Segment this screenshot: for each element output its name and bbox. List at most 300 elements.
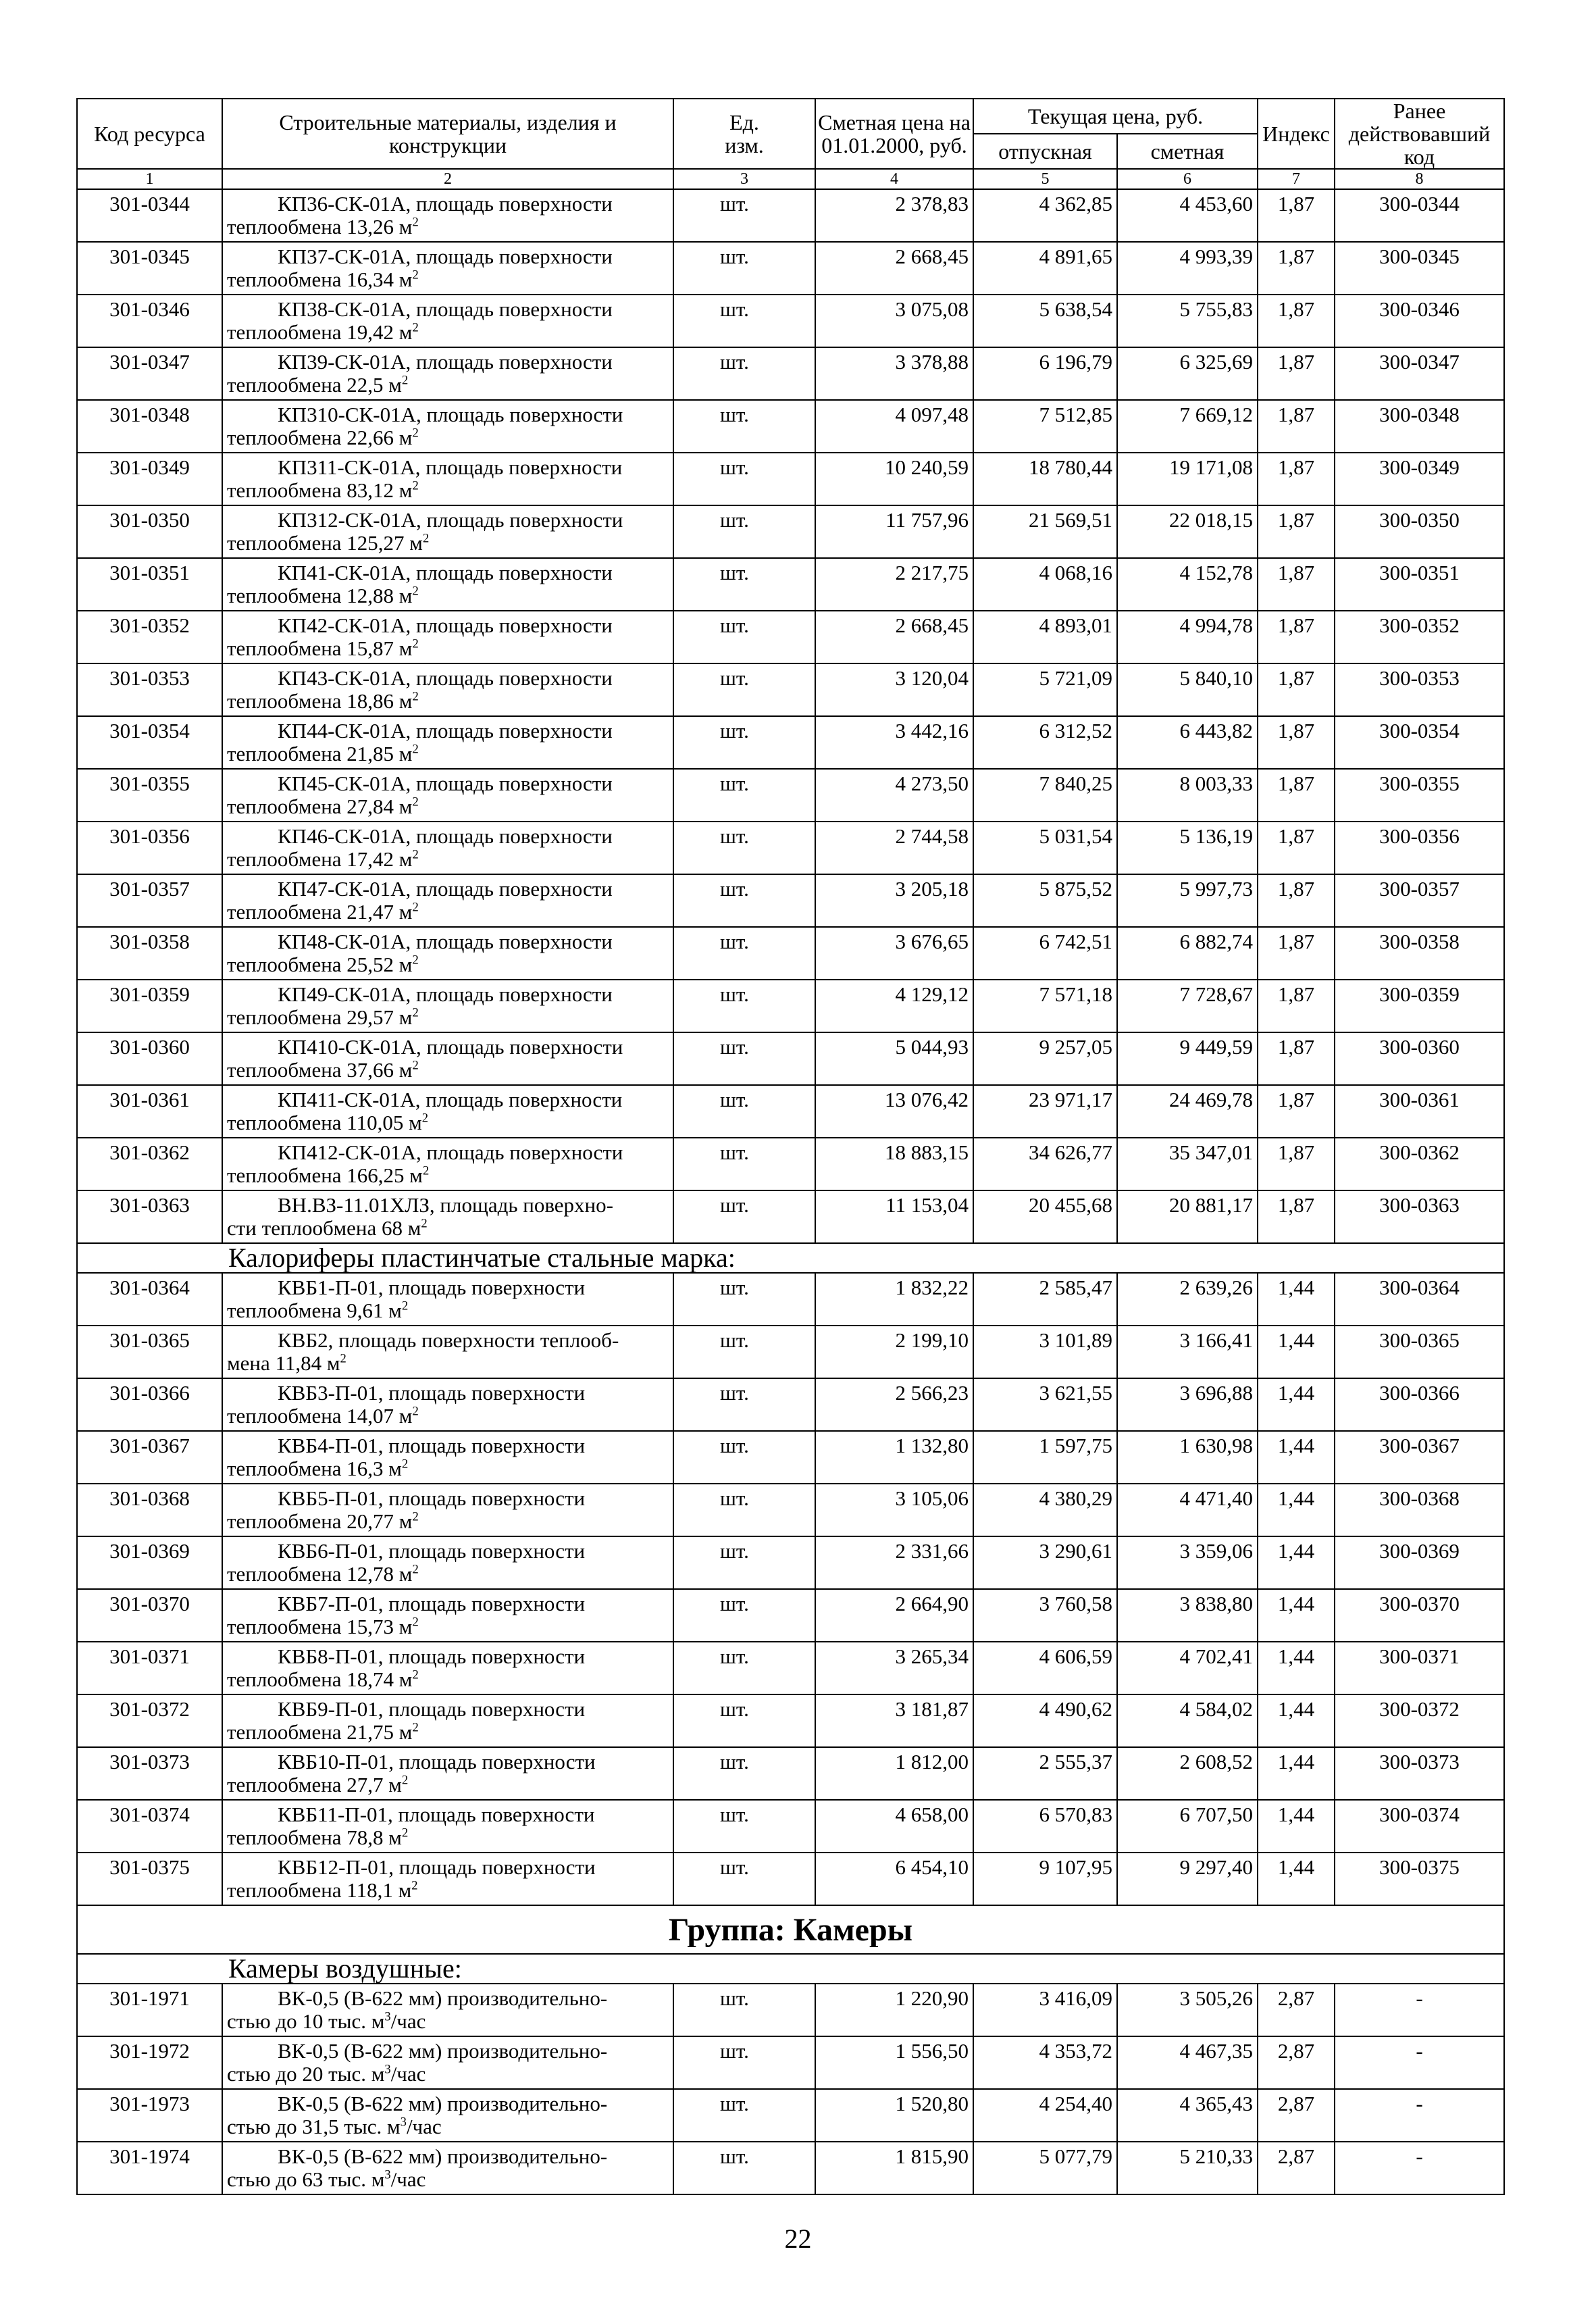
release-price: 3 416,09	[973, 1984, 1117, 2036]
material-name-line2	[227, 1879, 673, 1902]
unit-exponent: 3	[400, 2115, 407, 2130]
colnum-6: 6	[1117, 169, 1258, 189]
material-name-line2-tail: /час	[390, 2009, 426, 2033]
material-name	[222, 1326, 673, 1378]
previous-code: 300-0353	[1335, 663, 1504, 716]
release-price: 1 597,75	[973, 1431, 1117, 1484]
chamber-rows-group	[77, 1984, 1504, 2194]
colnum-3: 3	[673, 169, 815, 189]
material-name	[222, 1484, 673, 1536]
material-name	[222, 822, 673, 874]
release-price: 9 107,95	[973, 1853, 1117, 1905]
material-name-line1: КП44-СК-01А, площадь поверхности	[278, 719, 613, 743]
unit-exponent: 2	[412, 1562, 419, 1577]
unit-exponent: 2	[412, 1509, 419, 1524]
price-index: 1,87	[1258, 769, 1335, 822]
colnum-4: 4	[815, 169, 973, 189]
unit: шт.	[673, 1747, 815, 1800]
table-row	[77, 1273, 1504, 1326]
material-name-line2	[227, 321, 673, 344]
previous-code: 300-0355	[1335, 769, 1504, 822]
material-name	[222, 1747, 673, 1800]
material-name-line2	[227, 2010, 673, 2033]
estimate-price: 5 755,83	[1117, 295, 1258, 347]
previous-code: 300-0359	[1335, 980, 1504, 1032]
base-price: 18 883,15	[815, 1138, 973, 1190]
unit: шт.	[673, 716, 815, 769]
release-price: 4 362,85	[973, 189, 1117, 242]
price-index: 1,87	[1258, 453, 1335, 505]
estimate-price: 4 152,78	[1117, 558, 1258, 611]
unit: шт.	[673, 453, 815, 505]
material-name	[222, 1032, 673, 1085]
table-row	[77, 453, 1504, 505]
material-name	[222, 1138, 673, 1190]
material-name	[222, 980, 673, 1032]
release-price: 4 068,16	[973, 558, 1117, 611]
base-price: 3 205,18	[815, 874, 973, 927]
price-index: 1,44	[1258, 1747, 1335, 1800]
base-price: 4 097,48	[815, 400, 973, 453]
base-price: 11 757,96	[815, 505, 973, 558]
material-name	[222, 927, 673, 980]
unit-exponent: 2	[412, 1615, 419, 1630]
release-price: 5 638,54	[973, 295, 1117, 347]
material-name-line2	[227, 1721, 673, 1744]
base-price: 4 129,12	[815, 980, 973, 1032]
material-name-line1: КП312-СК-01А, площадь поверхности	[278, 508, 623, 532]
unit-exponent: 2	[412, 900, 419, 915]
estimate-price: 9 449,59	[1117, 1032, 1258, 1085]
estimate-price: 4 584,02	[1117, 1694, 1258, 1747]
price-index: 1,44	[1258, 1800, 1335, 1853]
estimate-price: 22 018,15	[1117, 505, 1258, 558]
price-index: 1,87	[1258, 663, 1335, 716]
price-index: 1,44	[1258, 1853, 1335, 1905]
price-index: 1,87	[1258, 927, 1335, 980]
previous-code: 300-0352	[1335, 611, 1504, 663]
resource-code: 301-0355	[77, 769, 222, 822]
heater-rows-group	[77, 189, 1504, 1243]
material-name-line2	[227, 1217, 673, 1240]
unit: шт.	[673, 189, 815, 242]
material-name-line1: ВК-0,5 (В-622 мм) производительно-	[278, 2092, 608, 2115]
material-name-line2	[227, 795, 673, 818]
estimate-price: 5 136,19	[1117, 822, 1258, 874]
material-name-line2	[227, 1352, 673, 1375]
resource-code: 301-0345	[77, 242, 222, 295]
previous-code: 300-0351	[1335, 558, 1504, 611]
unit-exponent: 3	[384, 2009, 391, 2024]
resource-code: 301-0368	[77, 1484, 222, 1536]
material-name-line1: КП48-СК-01А, площадь поверхности	[278, 930, 613, 953]
table-row	[77, 980, 1504, 1032]
resource-code: 301-0366	[77, 1378, 222, 1431]
resource-code: 301-0358	[77, 927, 222, 980]
base-price: 2 664,90	[815, 1589, 973, 1642]
release-price: 21 569,51	[973, 505, 1117, 558]
material-name-line2-text: теплообмена 110,05 м	[227, 1111, 422, 1134]
price-index: 1,87	[1258, 980, 1335, 1032]
colnum-5: 5	[973, 169, 1117, 189]
colnum-1: 1	[77, 169, 222, 189]
release-price: 5 031,54	[973, 822, 1117, 874]
estimate-price: 4 993,39	[1117, 242, 1258, 295]
previous-code: 300-0363	[1335, 1190, 1504, 1243]
previous-code: 300-0367	[1335, 1431, 1504, 1484]
release-price: 7 840,25	[973, 769, 1117, 822]
unit: шт.	[673, 242, 815, 295]
material-name-line2	[227, 690, 673, 713]
material-name-line2-text: теплообмена 78,8 м	[227, 1826, 402, 1849]
material-name-line2-text: теплообмена 12,88 м	[227, 584, 413, 607]
price-index: 1,44	[1258, 1431, 1335, 1484]
material-name-line2-text: теплообмена 22,5 м	[227, 373, 402, 397]
previous-code: 300-0348	[1335, 400, 1504, 453]
material-name-line1: КВБ8-П-01, площадь поверхности	[278, 1644, 586, 1668]
unit-exponent: 2	[412, 584, 419, 599]
material-name-line1: КП42-СК-01А, площадь поверхности	[278, 613, 613, 637]
previous-code: 300-0347	[1335, 347, 1504, 400]
section-heaters-title: Калориферы пластинчатые стальные марка:	[77, 1243, 1504, 1273]
material-name	[222, 2089, 673, 2142]
material-name-line2	[227, 1111, 673, 1134]
unit: шт.	[673, 1984, 815, 2036]
unit-exponent: 2	[412, 689, 419, 704]
base-price: 3 442,16	[815, 716, 973, 769]
unit-exponent: 2	[401, 373, 409, 388]
estimate-price: 6 707,50	[1117, 1800, 1258, 1853]
material-name-line2	[227, 1405, 673, 1428]
material-name-line2-text: теплообмена 14,07 м	[227, 1404, 413, 1428]
unit-exponent: 2	[412, 215, 419, 230]
base-price: 4 273,50	[815, 769, 973, 822]
table-row	[77, 1589, 1504, 1642]
material-name	[222, 2142, 673, 2194]
release-price: 7 512,85	[973, 400, 1117, 453]
material-name-line2-text: теплообмена 118,1 м	[227, 1878, 412, 1902]
release-price: 4 490,62	[973, 1694, 1117, 1747]
estimate-price: 4 702,41	[1117, 1642, 1258, 1694]
material-name-line2	[227, 2063, 673, 2086]
material-name-line1: КП411-СК-01А, площадь поверхности	[278, 1088, 623, 1111]
resource-code: 301-0361	[77, 1085, 222, 1138]
material-name-line1: КП311-СК-01А, площадь поверхности	[278, 455, 623, 479]
material-name	[222, 611, 673, 663]
group-title: Группа: Камеры	[77, 1905, 1504, 1954]
colnum-7: 7	[1258, 169, 1335, 189]
table-row	[77, 1642, 1504, 1694]
price-index: 1,44	[1258, 1536, 1335, 1589]
price-index: 1,87	[1258, 1085, 1335, 1138]
resource-code: 301-0374	[77, 1800, 222, 1853]
material-name-line1: КП410-СК-01А, площадь поверхности	[278, 1035, 623, 1059]
base-price: 11 153,04	[815, 1190, 973, 1243]
material-name-line1: КВБ9-П-01, площадь поверхности	[278, 1697, 586, 1721]
unit: шт.	[673, 1273, 815, 1326]
previous-code: 300-0362	[1335, 1138, 1504, 1190]
resource-code: 301-0359	[77, 980, 222, 1032]
table-row	[77, 822, 1504, 874]
release-price: 9 257,05	[973, 1032, 1117, 1085]
previous-code: -	[1335, 2142, 1504, 2194]
material-name-line2-text: теплообмена 21,75 м	[227, 1720, 413, 1744]
material-name-line1: КВБ5-П-01, площадь поверхности	[278, 1486, 586, 1510]
unit-exponent: 2	[401, 1826, 409, 1840]
material-name-line2	[227, 1668, 673, 1691]
price-index: 1,87	[1258, 874, 1335, 927]
material-name-line2-text: теплообмена 15,87 м	[227, 636, 413, 660]
table-row	[77, 1190, 1504, 1243]
price-index: 1,44	[1258, 1273, 1335, 1326]
resource-code: 301-0346	[77, 295, 222, 347]
resource-code: 301-0350	[77, 505, 222, 558]
resource-code: 301-0371	[77, 1642, 222, 1694]
material-name-line1: ВК-0,5 (В-622 мм) производительно-	[278, 2144, 608, 2168]
material-name-line2-text: теплообмена 21,47 м	[227, 900, 413, 924]
table-row	[77, 1032, 1504, 1085]
table-row	[77, 1138, 1504, 1190]
material-name-line1: КП46-СК-01А, площадь поверхности	[278, 824, 613, 848]
base-price: 1 132,80	[815, 1431, 973, 1484]
resource-code: 301-0352	[77, 611, 222, 663]
resource-code: 301-0365	[77, 1326, 222, 1378]
unit: шт.	[673, 1190, 815, 1243]
material-name-line1: КВБ12-П-01, площадь поверхности	[278, 1855, 596, 1879]
material-name-line2	[227, 1510, 673, 1533]
material-name	[222, 663, 673, 716]
price-table	[76, 98, 1505, 2195]
material-name-line2	[227, 901, 673, 924]
resource-code: 301-0360	[77, 1032, 222, 1085]
release-price: 3 101,89	[973, 1326, 1117, 1378]
header-base-price: Сметная цена на 01.01.2000, руб.	[815, 99, 973, 169]
price-index: 2,87	[1258, 2036, 1335, 2089]
release-price: 2 555,37	[973, 1747, 1117, 1800]
material-name-line2-text: теплообмена 15,73 м	[227, 1615, 413, 1638]
unit-exponent: 2	[401, 1773, 409, 1788]
base-price: 3 378,88	[815, 347, 973, 400]
unit: шт.	[673, 980, 815, 1032]
release-price: 2 585,47	[973, 1273, 1117, 1326]
unit-exponent: 2	[412, 953, 419, 967]
previous-code: 300-0357	[1335, 874, 1504, 927]
material-name-line2-tail: /час	[406, 2115, 442, 2138]
base-price: 3 676,65	[815, 927, 973, 980]
header-current-price: Текущая цена, руб.	[973, 99, 1258, 134]
estimate-price: 3 505,26	[1117, 1984, 1258, 2036]
release-price: 4 891,65	[973, 242, 1117, 295]
previous-code: -	[1335, 2089, 1504, 2142]
material-name-line2-text: теплообмена 27,7 м	[227, 1773, 402, 1796]
material-name-line1: КП47-СК-01А, площадь поверхности	[278, 877, 613, 901]
material-name	[222, 347, 673, 400]
previous-code: 300-0349	[1335, 453, 1504, 505]
unit: шт.	[673, 505, 815, 558]
unit-exponent: 2	[412, 742, 419, 757]
release-price: 5 875,52	[973, 874, 1117, 927]
material-name-line2	[227, 584, 673, 607]
table-row	[77, 1853, 1504, 1905]
base-price: 2 199,10	[815, 1326, 973, 1378]
release-price: 4 254,40	[973, 2089, 1117, 2142]
release-price: 6 742,51	[973, 927, 1117, 980]
header-code: Код ресурса	[77, 99, 222, 169]
estimate-price: 1 630,98	[1117, 1431, 1258, 1484]
base-price: 1 220,90	[815, 1984, 973, 2036]
unit: шт.	[673, 1378, 815, 1431]
material-name-line1: КП43-СК-01А, площадь поверхности	[278, 666, 613, 690]
estimate-price: 4 453,60	[1117, 189, 1258, 242]
release-price: 4 380,29	[973, 1484, 1117, 1536]
price-index: 1,44	[1258, 1642, 1335, 1694]
material-name-line2-text: теплообмена 16,34 м	[227, 268, 413, 291]
material-name-line2	[227, 1774, 673, 1796]
material-name-line1: ВН.ВЗ-11.01ХЛЗ, площадь поверхно-	[278, 1193, 613, 1217]
material-name-line2-text: теплообмена 13,26 м	[227, 215, 413, 238]
price-index: 1,87	[1258, 1032, 1335, 1085]
material-name-line2	[227, 1615, 673, 1638]
previous-code: 300-0361	[1335, 1085, 1504, 1138]
unit-exponent: 2	[421, 1216, 428, 1231]
material-name-line2-text: теплообмена 21,85 м	[227, 742, 413, 765]
material-name-line1: КВБ10-П-01, площадь поверхности	[278, 1750, 596, 1774]
estimate-price: 5 210,33	[1117, 2142, 1258, 2194]
unit: шт.	[673, 1085, 815, 1138]
unit: шт.	[673, 1138, 815, 1190]
resource-code: 301-0364	[77, 1273, 222, 1326]
table-row	[77, 1326, 1504, 1378]
estimate-price: 4 365,43	[1117, 2089, 1258, 2142]
unit: шт.	[673, 1032, 815, 1085]
material-name-line2	[227, 1457, 673, 1480]
base-price: 1 556,50	[815, 2036, 973, 2089]
base-price: 3 120,04	[815, 663, 973, 716]
resource-code: 301-0351	[77, 558, 222, 611]
price-index: 2,87	[1258, 2142, 1335, 2194]
material-name-line1: КП310-СК-01А, площадь поверхности	[278, 403, 623, 426]
unit-exponent: 2	[401, 1299, 409, 1313]
resource-code: 301-0370	[77, 1589, 222, 1642]
resource-code: 301-1973	[77, 2089, 222, 2142]
release-price: 6 196,79	[973, 347, 1117, 400]
material-name-line2	[227, 1826, 673, 1849]
material-name	[222, 400, 673, 453]
header-estimate: сметная	[1117, 134, 1258, 169]
material-name-line2	[227, 1299, 673, 1322]
price-index: 1,87	[1258, 189, 1335, 242]
resource-code: 301-0362	[77, 1138, 222, 1190]
base-price: 4 658,00	[815, 1800, 973, 1853]
unit: шт.	[673, 558, 815, 611]
unit-exponent: 2	[412, 320, 419, 335]
unit-exponent: 2	[401, 1457, 409, 1472]
release-price: 6 570,83	[973, 1800, 1117, 1853]
material-name-line2-text: теплообмена 27,84 м	[227, 795, 413, 818]
material-name-line1: КП41-СК-01А, площадь поверхности	[278, 561, 613, 584]
group-chambers	[77, 1905, 1504, 1984]
base-price: 1 812,00	[815, 1747, 973, 1800]
material-name-line2-text: теплообмена 18,86 м	[227, 689, 413, 713]
price-index: 1,87	[1258, 1190, 1335, 1243]
material-name-line2	[227, 637, 673, 660]
previous-code: -	[1335, 1984, 1504, 2036]
material-name-line1: КП45-СК-01А, площадь поверхности	[278, 772, 613, 795]
material-name-line2-text: теплообмена 17,42 м	[227, 847, 413, 871]
price-index: 1,87	[1258, 716, 1335, 769]
base-price: 2 668,45	[815, 242, 973, 295]
unit: шт.	[673, 347, 815, 400]
unit-exponent: 2	[412, 1005, 419, 1020]
resource-code: 301-1971	[77, 1984, 222, 2036]
material-name	[222, 1642, 673, 1694]
table-row	[77, 2089, 1504, 2142]
resource-code: 301-1972	[77, 2036, 222, 2089]
material-name-line2-text: сти теплообмена 68 м	[227, 1216, 421, 1240]
base-price: 10 240,59	[815, 453, 973, 505]
previous-code: 300-0344	[1335, 189, 1504, 242]
material-name-line2	[227, 479, 673, 502]
table-row	[77, 663, 1504, 716]
table-row	[77, 347, 1504, 400]
table-row	[77, 1484, 1504, 1536]
release-price: 7 571,18	[973, 980, 1117, 1032]
resource-code: 301-0348	[77, 400, 222, 453]
price-index: 1,87	[1258, 505, 1335, 558]
unit-exponent: 2	[411, 1878, 418, 1893]
estimate-price: 3 166,41	[1117, 1326, 1258, 1378]
estimate-price: 5 840,10	[1117, 663, 1258, 716]
previous-code: 300-0369	[1335, 1536, 1504, 1589]
material-name-line2-tail: /час	[390, 2062, 426, 2086]
material-name	[222, 1800, 673, 1853]
material-name	[222, 1589, 673, 1642]
table-row	[77, 611, 1504, 663]
material-name-line2	[227, 743, 673, 765]
unit-exponent: 2	[412, 636, 419, 651]
previous-code: 300-0370	[1335, 1589, 1504, 1642]
base-price: 2 378,83	[815, 189, 973, 242]
previous-code: 300-0345	[1335, 242, 1504, 295]
material-name	[222, 2036, 673, 2089]
previous-code: 300-0365	[1335, 1326, 1504, 1378]
unit: шт.	[673, 611, 815, 663]
previous-code: 300-0356	[1335, 822, 1504, 874]
section-heaters	[77, 1243, 1504, 1273]
price-index: 1,44	[1258, 1694, 1335, 1747]
unit-exponent: 2	[412, 1720, 419, 1735]
material-name-line1: КП49-СК-01А, площадь поверхности	[278, 982, 613, 1006]
material-name-line2	[227, 532, 673, 555]
base-price: 5 044,93	[815, 1032, 973, 1085]
table-row	[77, 2142, 1504, 2194]
resource-code: 301-0353	[77, 663, 222, 716]
previous-code: 300-0354	[1335, 716, 1504, 769]
estimate-price: 6 325,69	[1117, 347, 1258, 400]
base-price: 1 832,22	[815, 1273, 973, 1326]
release-price: 6 312,52	[973, 716, 1117, 769]
table-row	[77, 1747, 1504, 1800]
section-chambers-title: Камеры воздушные:	[77, 1954, 1504, 1984]
material-name-line2	[227, 268, 673, 291]
price-index: 1,87	[1258, 295, 1335, 347]
material-name	[222, 1536, 673, 1589]
material-name	[222, 1378, 673, 1431]
price-index: 1,44	[1258, 1484, 1335, 1536]
release-price: 3 290,61	[973, 1536, 1117, 1589]
estimate-price: 9 297,40	[1117, 1853, 1258, 1905]
unit-exponent: 3	[384, 2167, 391, 2182]
